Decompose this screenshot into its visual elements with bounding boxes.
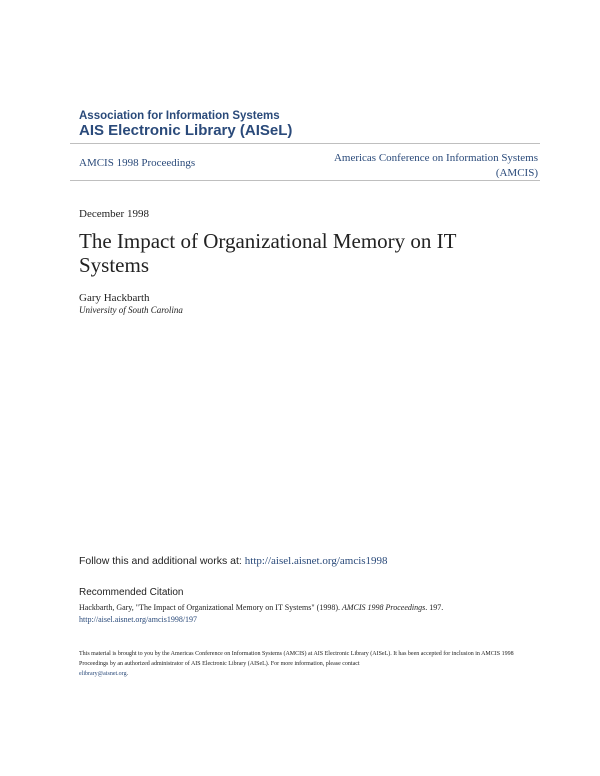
citation-number: . 197.: [425, 603, 444, 612]
citation-block: [79, 602, 539, 626]
collection-link[interactable]: http://aisel.aisnet.org/amcis1998: [244, 555, 388, 567]
header-rule-top: [70, 143, 540, 144]
citation-text: Hackbarth, Gary, "The Impact of Organizational Memory on IT Systems" (1998).: [79, 603, 340, 612]
conference-link-line1: Americas Conference on Information Systems: [333, 152, 538, 164]
follow-text: Follow this and additional works at:: [79, 555, 242, 567]
notice-block: [79, 649, 539, 679]
library-name-link[interactable]: AIS Electronic Library (AISeL): [79, 122, 293, 139]
header-rule-bottom: [70, 180, 540, 181]
author-name: Gary Hackbarth: [79, 292, 150, 304]
notice-end: .: [126, 671, 129, 677]
author-affiliation: University of South Carolina: [79, 305, 183, 315]
conference-link-line2: (AMCIS): [495, 167, 538, 179]
citation-source: AMCIS 1998 Proceedings: [341, 603, 426, 612]
recommended-citation-heading: Recommended Citation: [79, 587, 184, 598]
article-title: The Impact of Organizational Memory on IT Systems: [79, 229, 457, 277]
contact-email-link[interactable]: elibrary@aisnet.org: [79, 671, 127, 677]
notice-text: This material is brought to you by the Americas Conference on Information Systems (AMCIS) at AIS Electronic Library (AISeL). It has been accepted for inclusion in AMCIS 1998 Proceedings by an authorized administrator of AIS Electronic Library (AISeL). For more information, please contact: [79, 651, 514, 667]
follow-line: [79, 555, 388, 567]
proceedings-link[interactable]: AMCIS 1998 Proceedings: [79, 157, 196, 169]
citation-url-link[interactable]: http://aisel.aisnet.org/amcis1998/197: [79, 615, 198, 624]
organization-name: Association for Information Systems: [79, 110, 280, 122]
publication-date: December 1998: [79, 208, 149, 220]
conference-link[interactable]: [298, 151, 538, 181]
